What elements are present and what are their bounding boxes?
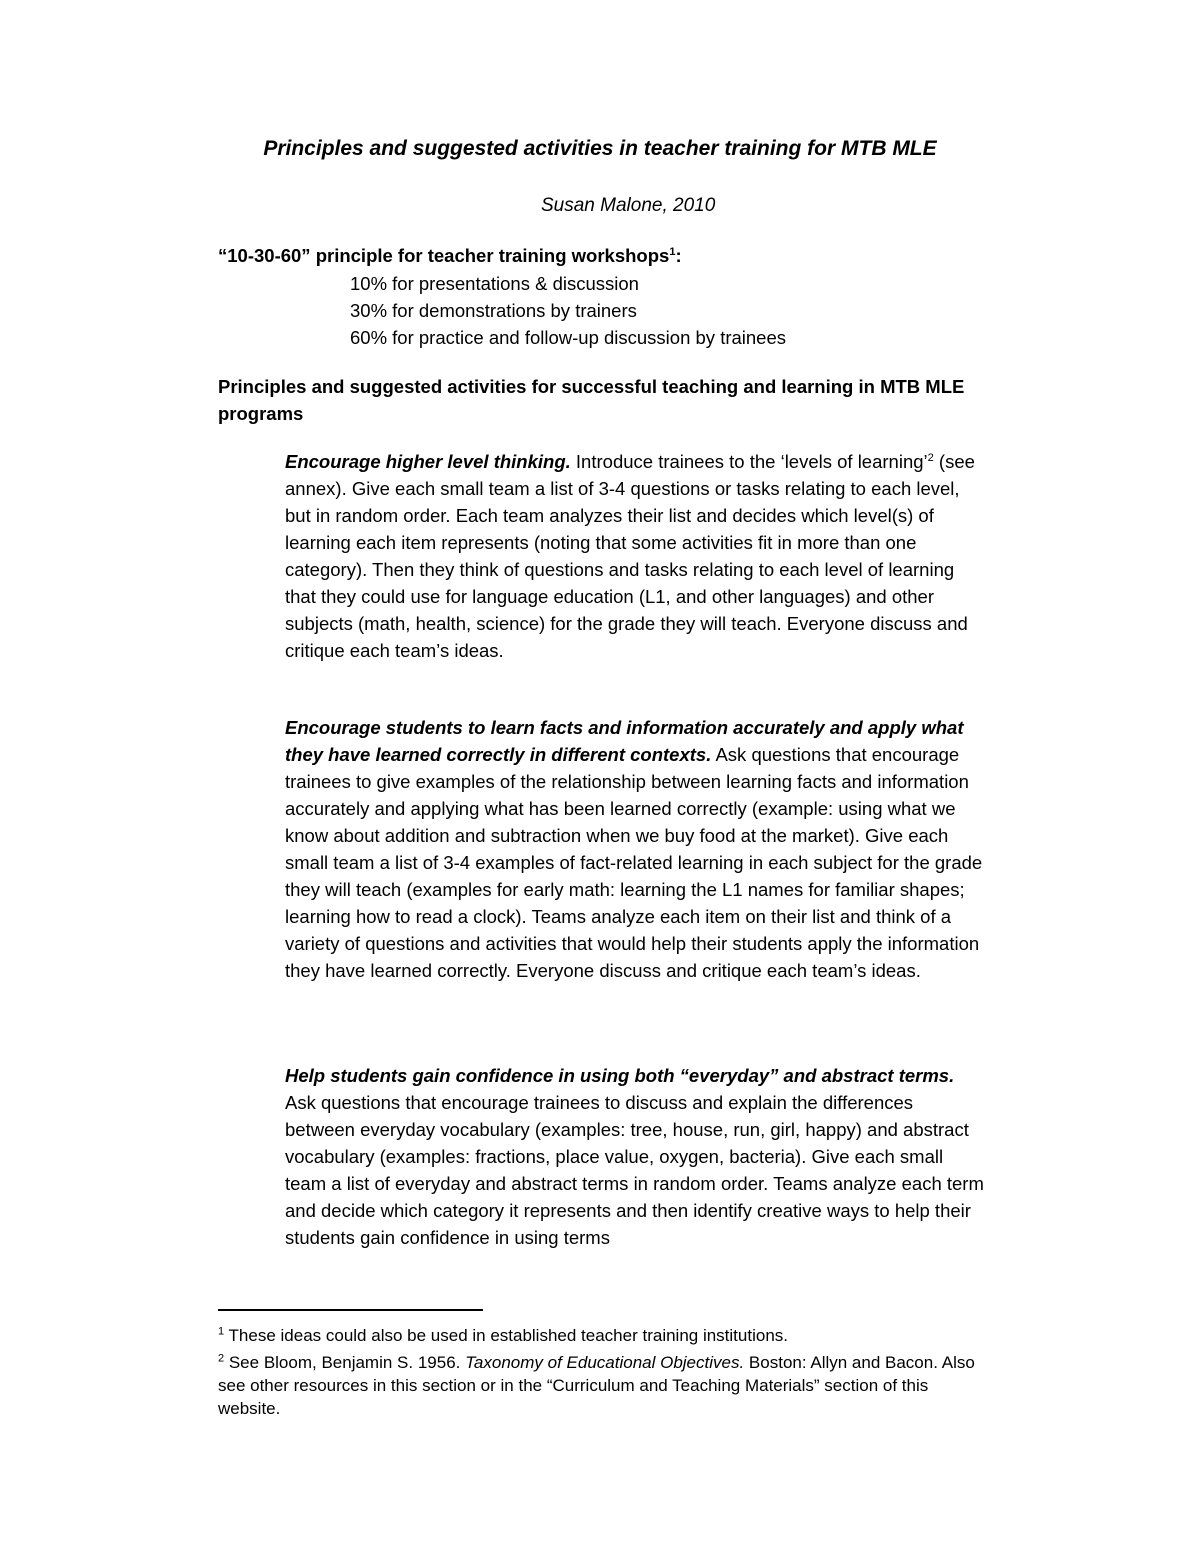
paragraph-higher-level-thinking: [285, 448, 985, 664]
footnote-divider: [218, 1309, 483, 1311]
ratio-list: [350, 270, 786, 351]
principle-heading-colon: :: [675, 245, 682, 266]
author-line: Susan Malone, 2010: [541, 195, 716, 216]
paragraph-everyday-and-abstract: [285, 1062, 985, 1251]
paragraph-body: Introduce trainees to the ‘levels of learning’: [570, 451, 928, 472]
paragraph-lead: Encourage higher level thinking.: [285, 451, 571, 472]
ratio-item-presentations: 10% for presentations & discussion: [350, 273, 639, 294]
footnote-2: [218, 1351, 988, 1420]
paragraph-lead: Help students gain confidence in using both “everyday” and abstract terms.: [285, 1065, 955, 1086]
footnote-number: 2: [218, 1352, 225, 1365]
principle-heading: [218, 245, 682, 267]
paragraph-body: Ask questions that encourage trainees to discuss and explain the differences between everyday vocabulary (examples: tree, house, run, girl, happy) and abstract vocabulary (examples: fractions, place value, oxygen, bacteria). Give each small team a list of everyday and abstract terms in random order. Teams analyze each term and decide which category it represents and then identify creative ways to help their students gain confidence in using terms: [285, 1092, 984, 1248]
footnote-text: These ideas could also be used in established teacher training institutions.: [224, 1326, 788, 1345]
paragraph-body: Ask questions that encourage trainees to give examples of the relationship between learning facts and information accurately and applying what has been learned correctly (example: using what we know about addition and subtraction when we buy food at the market). Give each small team a list of 3-4 examples of fact-related learning in each subject for the grade they will teach (examples for early math: learning the L1 names for familiar shapes; learning how to read a clock). Teams analyze each item on their list and think of a variety of questions and activities that would help their students apply the information they have learned correctly. Everyone discuss and critique each team’s ideas.: [285, 744, 983, 981]
section-heading: Principles and suggested activities for successful teaching and learning in MTB MLE programs: [218, 376, 965, 424]
paragraph-lead: Encourage students to learn facts and information accurately and apply what they have learned correctly in different contexts.: [285, 717, 964, 765]
page-title: Principles and suggested activities in teacher training for MTB MLE: [263, 137, 937, 160]
footnote-number: 1: [218, 1325, 225, 1338]
footnote-book-title: Taxonomy of Educational Objectives.: [465, 1353, 745, 1372]
principle-heading-text: “10-30-60” principle for teacher training workshops: [218, 245, 670, 266]
paragraph-body-continued: (see annex). Give each small team a list of 3-4 questions or tasks relating to each level, but in random order. Each team analyzes their list and decides which level(s) of learning each item represents (noting that some activities fit in more than one category). Then they think of questions and tasks relating to each level of learning that they could use for language education (L1, and other languages) and other subjects (math, health, science) for the grade they will teach. Everyone discuss and critique each team’s ideas.: [285, 451, 975, 661]
ratio-item-demonstrations: 30% for demonstrations by trainers: [350, 300, 637, 321]
ratio-item-practice: 60% for practice and follow-up discussion by trainees: [350, 327, 787, 348]
footnote-ref-2: 2: [927, 451, 934, 464]
footnote-text: See Bloom, Benjamin S. 1956.: [224, 1353, 466, 1372]
footnote-text-continued: Boston: Allyn and Bacon. Also see other resources in this section or in the “Curriculum and Teaching Materials” section of this website.: [218, 1353, 975, 1418]
footnote-ref-1: 1: [669, 245, 676, 258]
paragraph-facts-and-information: [285, 714, 985, 984]
footnote-1: [218, 1324, 988, 1347]
